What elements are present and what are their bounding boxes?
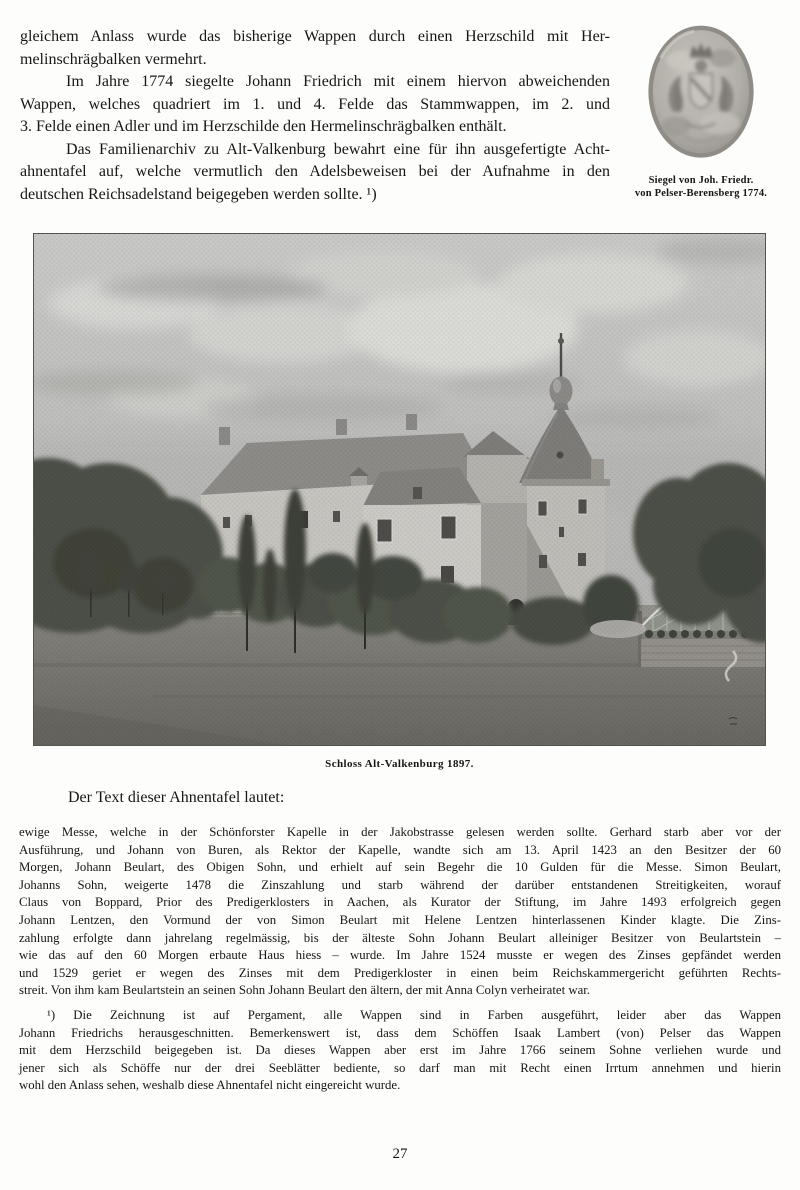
text-line: melinschrägbalken vermehrt. [20,50,207,68]
text-line: deutschen Reichsadelstand beigegeben werden sollte. ¹) [20,185,377,203]
text-line: Johanns Sohn, weigerte 1478 die Zinszahlung und starb während der darüber entstandenen Streitigkeiten, worauf [19,877,781,892]
footnote-1 [19,1007,781,1095]
text-line: wie das auf den 60 Morgen erbaute Haus hiess – wurde. Im Jahre 1524 musste er wegen des Zinses gepfändet werden [19,948,781,963]
seal-image [639,20,763,170]
seal-caption [615,174,787,200]
text-line: ewige Messe, welche in der Schönforster Kapelle in der Jakobstrasse gelesen werden sollte. Gerhard starb aber vor der [19,825,781,839]
main-text-column [20,26,610,206]
text-line: Ausführung, und Johann von Buren, als Rektor der Kapelle, wandte sich am 13. April 1423 an den Besitzer der 60 [19,842,781,857]
footnote-continuation [19,824,781,1000]
text-line: und 1529 geriet er wegen des Zinses mit dem Predigerkloster in einen beim Reichskammergericht geführten Rechts- [19,965,781,980]
text-line: wohl den Anlass sehen, weshalb diese Ahnentafel nicht eingereicht wurde. [19,1078,401,1093]
text-line: mit dem Herzschild beigegeben ist. Da dieses Wappen aber erst im Jahre 1766 seinem Sohne verliehen wurde und [19,1043,781,1058]
text-line: ahnentafel auf, welche vermutlich den Adelsbeweisen bei der Aufnahme in den [20,163,610,180]
halftone-overlay [33,233,766,746]
seal-caption-line1: Siegel von Joh. Friedr. [648,175,754,186]
seal-figure [615,20,787,200]
text-line: Johann Lentzen, den Vormund der von Simon Beulart mit Helene Lentzen hinterlassenen Kinder klagte. Die Zins- [19,912,781,927]
paragraph-continuation [20,26,610,71]
page-number: 27 [392,1146,408,1162]
paragraph-familienarchiv [20,139,610,207]
seal-caption-line2: von Pelser-Berensberg 1774. [634,188,768,199]
text-line: Wappen, welches quadriert im 1. und 4. Felde das Stammwappen, im 2. und [20,95,610,113]
text-line: Morgen, Johann Beulart, des Obigen Sohn, und erhielt auf sein Begehr die 10 Gulden für die Messe. Simon Beulart, [19,860,781,875]
text-line: 3. Felde einen Adler und im Herzschilde den Hermelinschrägbalken enthält. [20,118,507,135]
text-line: jener sich als Schöffe nur der drei Seeblätter bediente, so darf man mit Recht einen Irrtum annehmen und hierin [19,1060,781,1075]
paragraph-1774-seal [20,71,610,139]
footnote-block [19,824,781,1095]
text-line: Im Jahre 1774 siegelte Johann Friedrich mit einem hiervon abweichenden [66,73,610,90]
ahnentafel-intro-line: Der Text dieser Ahnentafel lautet: [68,789,285,806]
text-line: gleichem Anlass wurde das bisherige Wappen durch einen Herzschild mit Her- [20,28,610,45]
castle-photo [33,233,766,746]
text-line: Claus von Boppard, Prior des Predigerklosters in Aachen, als Kurator der Stiftung, im Jahre 1493 erfolgreich gegen [19,895,781,910]
text-line: ¹) Die Zeichnung ist auf Pergament, alle Wappen sind in Farben ausgeführt, leider aber das Wappen [47,1007,781,1022]
photo-caption: Schloss Alt-Valkenburg 1897. [325,758,474,770]
text-line: zahlung erfolgte dann jahrelang regelmässig, bis der älteste Sohn Johann Beulart alleiniger Besitzer von Beulartstein – [19,930,781,945]
text-line: streit. Von ihm kam Beulartstein an seinen Sohn Johann Beulart den ältern, der mit Anna Colyn verheiratet war. [19,983,590,998]
seal-relief [662,42,740,141]
text-line: Das Familienarchiv zu Alt-Valkenburg bewahrt eine für ihn ausgefertigte Acht- [66,140,610,158]
text-line: Johann Friedrichs herausgeschnitten. Bemerkenswert ist, dass dem Schöffen Isaak Lambert (von) Pelser das Wappen [19,1025,781,1040]
